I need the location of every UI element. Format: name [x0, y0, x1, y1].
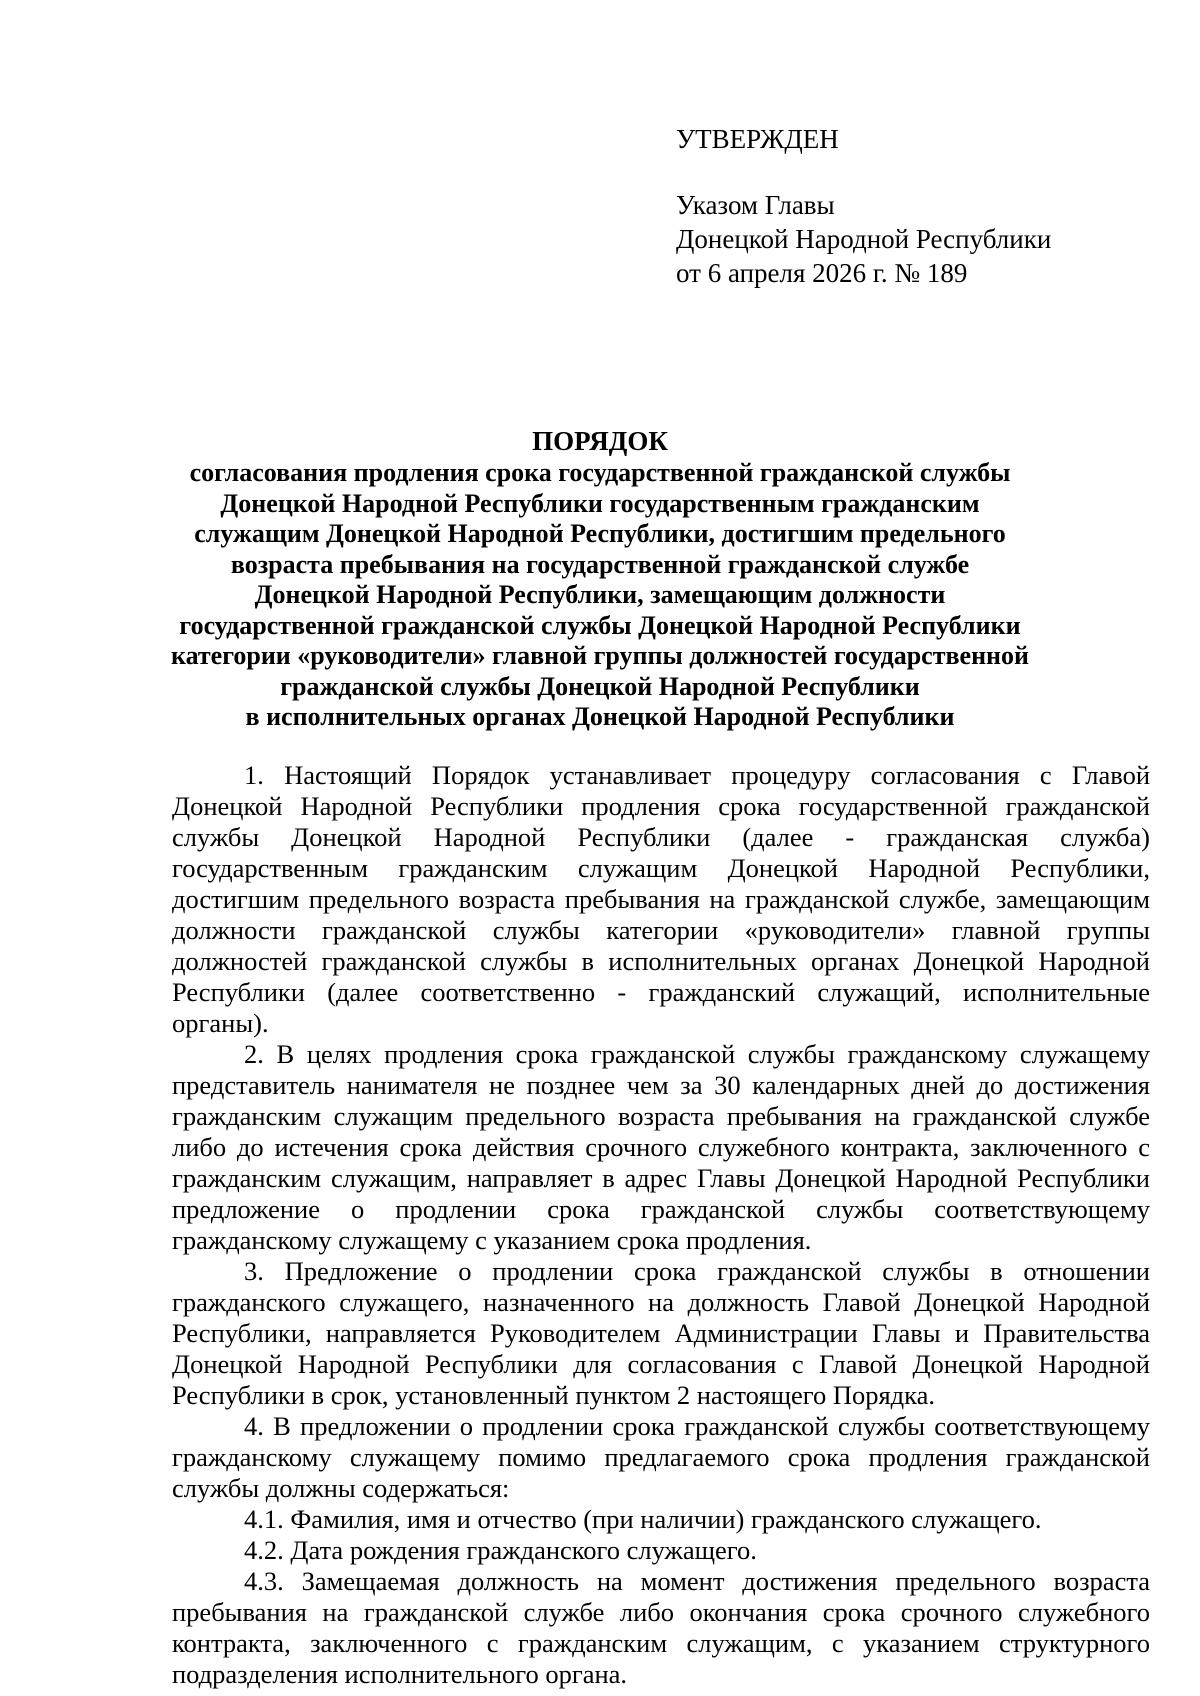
paragraph-4-1: 4.1. Фамилия, имя и отчество (при наличии) гражданского служащего.: [244, 1504, 1042, 1534]
subtitle-line: Донецкой Народной Республики, замещающим должности: [254, 580, 946, 609]
subtitle-line: Донецкой Народной Республики государственным гражданским: [220, 488, 980, 518]
subtitle-line: служащим Донецкой Народной Республики, достигшим предельного: [194, 519, 1006, 548]
approval-stamp: УТВЕРЖДЕН: [676, 124, 839, 154]
subtitle-line: категории «руководители» главной группы должностей государственной: [170, 641, 1030, 670]
paragraph-1: 1. Настоящий Порядок устанавливает процедуру согласования с Главой Донецкой Народной Республики продления срока государственной гражданской службы Донецкой Народной Республики (далее - гражданская служба) государственным гражданским служащим Донецкой Народной Республики, достигшим предельного возраста пребывания на гражданской службе, замещающим должности гражданской службы категории «руководители» главной группы должностей гражданской службы в исполнительных органах Донецкой Народной Республики (далее соответственно - гражданский служащий, исполнительные органы).: [172, 760, 1150, 1038]
subtitle-line: государственной гражданской службы Донецкой Народной Республики: [179, 610, 1021, 640]
document-body: [172, 760, 1150, 1690]
paragraph-4: 4. В предложении о продлении срока гражданской службы соответствующему гражданскому служащему помимо предлагаемого срока продления гражданской службы должны содержаться:: [172, 1411, 1150, 1503]
approval-decree: [676, 188, 1051, 290]
document-title-block: [150, 424, 1050, 733]
paragraph-3: 3. Предложение о продлении срока гражданской службы в отношении гражданского служащего, назначенного на должность Главой Донецкой Народной Республики, направляется Руководителем Администрации Главы и Правительства Донецкой Народной Республики для согласования с Главой Донецкой Народной Республики в срок, установленный пунктом 2 настоящего Порядка.: [172, 1256, 1150, 1410]
approval-line: Указом Главы: [676, 190, 835, 220]
paragraph-4-3: 4.3. Замещаемая должность на момент достижения предельного возраста пребывания на гражданской службе либо окончания срока срочного служебного контракта, заключенного с гражданским служащим, с указанием структурного подразделения исполнительного органа.: [172, 1566, 1150, 1689]
subtitle-line: в исполнительных органах Донецкой Народной Республики: [245, 702, 955, 731]
subtitle-line: согласования продления срока государственной гражданской службы: [189, 458, 1011, 487]
approval-line: от 6 апреля 2026 г. № 189: [676, 258, 968, 288]
document-title: ПОРЯДОК: [532, 426, 668, 456]
approval-line: Донецкой Народной Республики: [676, 224, 1052, 254]
subtitle-line: возраста пребывания на государственной гражданской службе: [230, 549, 970, 579]
subtitle-line: гражданской службы Донецкой Народной Республики: [280, 671, 920, 701]
paragraph-4-2: 4.2. Дата рождения гражданского служащего.: [244, 1535, 757, 1565]
paragraph-2: 2. В целях продления срока гражданской службы гражданскому служащему представитель нанимателя не позднее чем за 30 календарных дней до достижения гражданским служащим предельного возраста пребывания на гражданской службе либо до истечения срока действия срочного служебного контракта, заключенного с гражданским служащим, направляет в адрес Главы Донецкой Народной Республики предложение о продлении срока гражданской службы соответствующему гражданскому служащему с указанием срока продления.: [172, 1039, 1150, 1255]
